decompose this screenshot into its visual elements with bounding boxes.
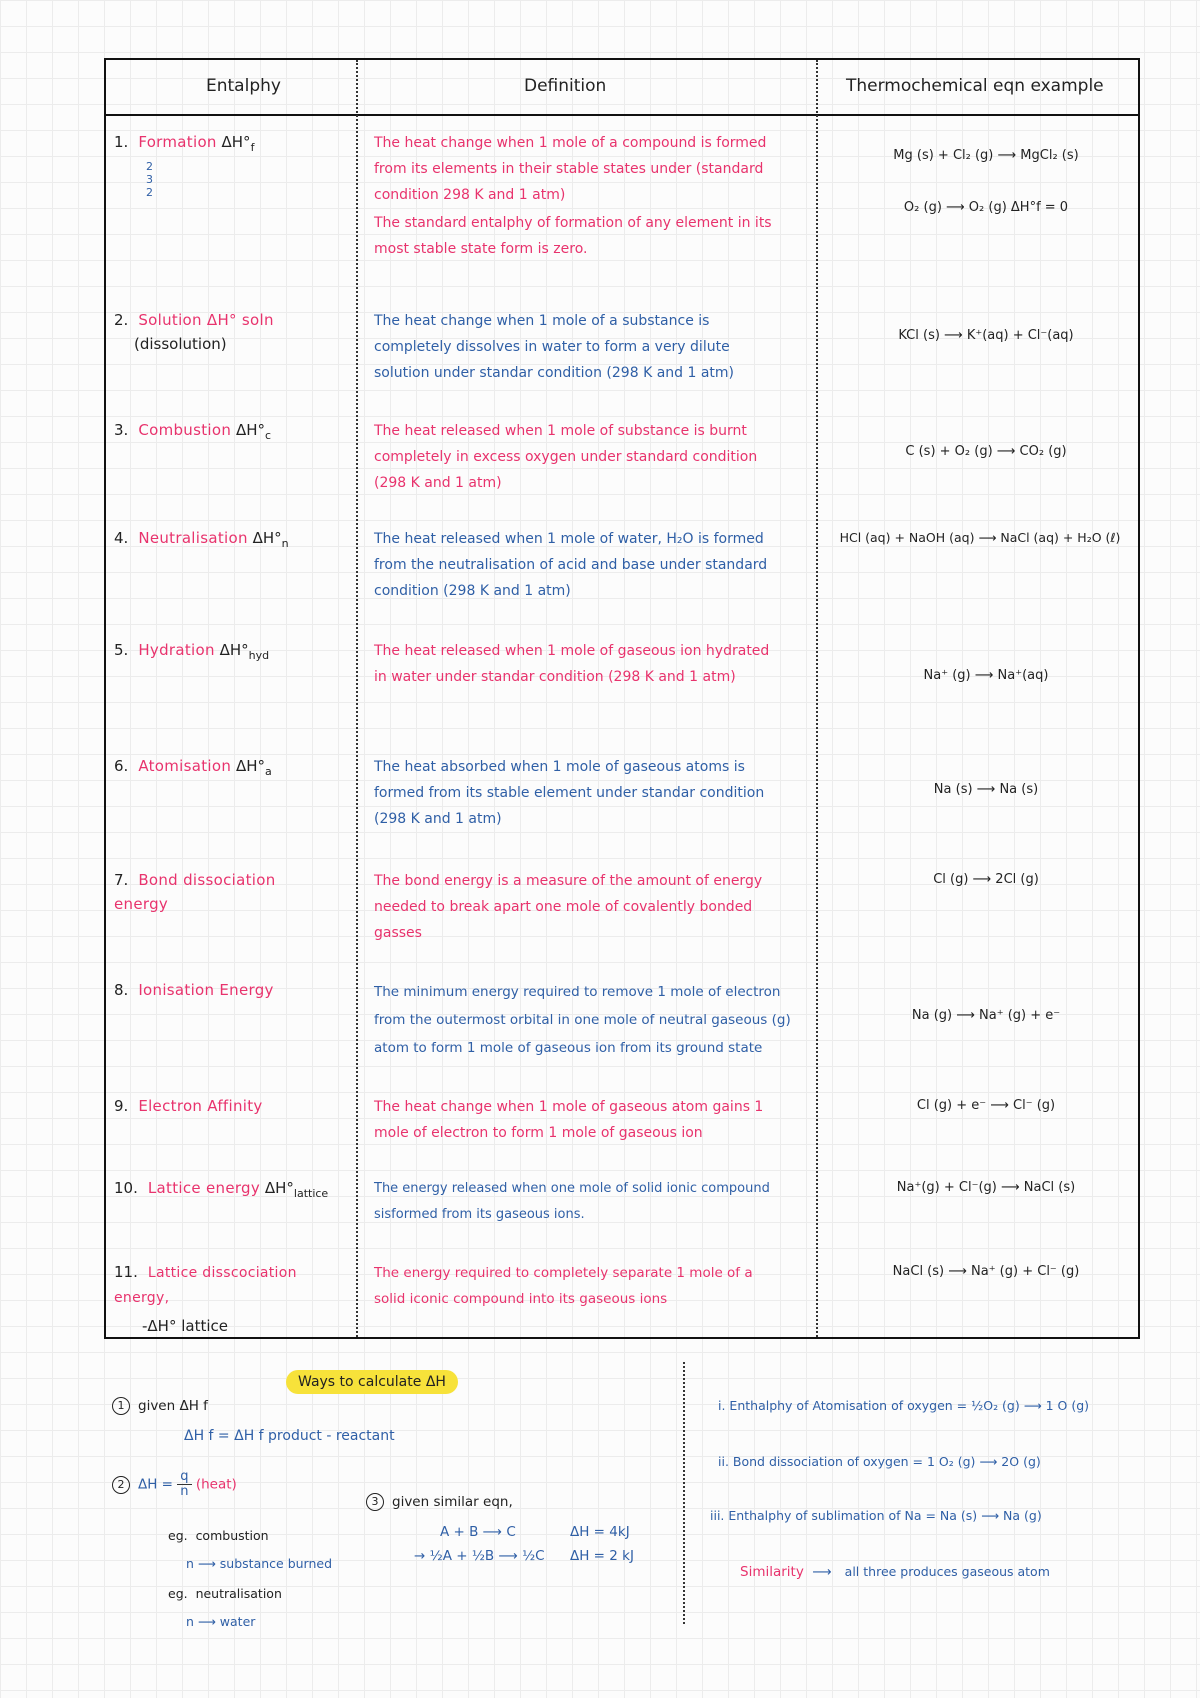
row-number: 8. (114, 981, 129, 999)
example-equation: KCl (s) ⟶ K⁺(aq) + Cl⁻(aq) (898, 328, 1074, 343)
row-number: 10. (114, 1179, 138, 1197)
header-entalphy: Entalphy (206, 76, 281, 96)
entalphy-name: Hydration (138, 641, 215, 659)
entalphy-subscript: hyd (248, 649, 270, 662)
definition-text: The heat released when 1 mole of water, H₂O is formed from the neutralisation of acid and base under standard condition (298 K and 1 atm) (374, 531, 768, 599)
definition-text: The minimum energy required to remove 1 mole of electron from the outermost orbital in one mole of neutral gaseous (g) atom to form 1 mole of gaseous ion from its ground state (374, 984, 791, 1056)
header-definition: Definition (524, 76, 607, 96)
definition-text: The heat change when 1 mole of a substance is completely dissolves in water to form a very dilute solution under standar condition (298 K and 1 atm) (374, 313, 735, 381)
method-3-dh: ΔH = 4kJ (570, 1524, 630, 1540)
entalphy-subscript: c (264, 429, 272, 442)
eg-label: eg. (168, 1528, 188, 1543)
entalphy-symbol: ΔH° (235, 421, 265, 439)
method-3-eq: A + B ⟶ C (440, 1524, 516, 1540)
table-header (106, 60, 1138, 116)
entalphy-symbol: ΔH° (264, 1179, 294, 1197)
method-number: 1 (112, 1397, 130, 1415)
similarity-item: ii. Bond dissociation of oxygen = 1 O₂ (g) ⟶ 2O (g) (718, 1454, 1041, 1469)
entalphy-name: Electron Affinity (138, 1097, 263, 1115)
entalphy-name: Solution ΔH° soln (138, 311, 274, 329)
method-3 (366, 1492, 513, 1512)
definition-text: The energy required to completely separate 1 mole of a solid iconic compound into its gaseous ions (374, 1265, 753, 1307)
similarity-label: Similarity (740, 1564, 804, 1580)
entalphy-alt: (dissolution) (134, 335, 227, 353)
row-number: 2. (114, 311, 129, 329)
definition-text: The heat absorbed when 1 mole of gaseous atoms is formed from its stable element under standar condition (298 K and 1 atm) (374, 759, 765, 827)
eg-text: neutralisation (195, 1586, 282, 1601)
entalphy-subscript: f (250, 141, 255, 154)
eg-n-text: n ⟶ substance burned (186, 1556, 333, 1571)
example-equation: Na (g) ⟶ Na⁺ (g) + e⁻ (911, 1008, 1061, 1023)
method-3-eq: → ½A + ½B ⟶ ½C (414, 1548, 545, 1564)
method-2 (112, 1470, 237, 1499)
column-divider (816, 60, 818, 1337)
example-equation: C (s) + O₂ (g) ⟶ CO₂ (g) (905, 444, 1067, 459)
similarity-item: i. Enthalphy of Atomisation of oxygen = ½O₂ (g) ⟶ 1 O (g) (718, 1398, 1090, 1413)
row-number: 1. (114, 133, 129, 151)
row-number: 4. (114, 529, 129, 547)
example-equation: Na (s) ⟶ Na (s) (933, 782, 1039, 797)
entalphy-name: Lattice disscociation energy, (114, 1265, 297, 1306)
method-number: 3 (366, 1493, 384, 1511)
definition-text: The energy released when one mole of solid ionic compound sisformed from its gaseous ions. (374, 1181, 770, 1222)
entalphy-subscript: n (281, 537, 289, 550)
definition-text: The heat change when 1 mole of a compound is formed from its elements in their stable states under (standard condition 298 K and 1 atm) (374, 135, 767, 203)
example-2 (168, 1584, 282, 1604)
example-equation: NaCl (s) ⟶ Na⁺ (g) + Cl⁻ (g) (892, 1264, 1080, 1279)
example-equation: O₂ (g) ⟶ O₂ (g) ΔH°f = 0 (903, 200, 1069, 215)
eg-text: combustion (195, 1528, 269, 1543)
method-3-dh: ΔH = 2 kJ (570, 1548, 634, 1564)
definition-text: The heat released when 1 mole of gaseous ion hydrated in water under standar condition (298 K and 1 atm) (374, 643, 770, 685)
entalphy-subscript: a (265, 765, 272, 778)
entalphy-symbol: ΔH° (219, 641, 249, 659)
row-number: 9. (114, 1097, 129, 1115)
header-example: Thermochemical eqn example (846, 76, 1104, 96)
example-equation: Na⁺(g) + Cl⁻(g) ⟶ NaCl (s) (896, 1180, 1076, 1195)
entalphy-name: Formation (138, 133, 217, 151)
example-equation: Cl (g) ⟶ 2Cl (g) (933, 872, 1039, 887)
enthalpy-table (104, 58, 1140, 1339)
ways-title-text: Ways to calculate ΔH (286, 1370, 458, 1394)
entalphy-symbol: ΔH° (221, 133, 251, 151)
method-1-formula: ΔH f = ΔH f product - reactant (184, 1428, 395, 1444)
definition-text: The heat released when 1 mole of substance is burnt completely in excess oxygen under standard condition (298 K and 1 atm) (374, 423, 758, 491)
eg-n-text: n ⟶ water (186, 1614, 256, 1629)
example-equation: Cl (g) + e⁻ ⟶ Cl⁻ (g) (916, 1098, 1056, 1113)
example-equation: Na⁺ (g) ⟶ Na⁺(aq) (923, 668, 1049, 683)
row-number: 6. (114, 757, 129, 775)
column-divider (356, 60, 358, 1337)
method-1 (112, 1396, 208, 1416)
row-number: 11. (114, 1263, 138, 1281)
entalphy-alt: -ΔH° lattice (142, 1317, 228, 1335)
example-1 (168, 1526, 269, 1546)
similarity-text: all three produces gaseous atom (844, 1564, 1050, 1579)
definition-text: The heat change when 1 mole of gaseous atom gains 1 mole of electron to form 1 mole of gaseous ion (374, 1099, 764, 1141)
method-text: given similar eqn, (392, 1494, 513, 1510)
bottom-divider (683, 1362, 685, 1624)
entalphy-symbol: ΔH° (252, 529, 282, 547)
row-number: 3. (114, 421, 129, 439)
method-2-lhs: ΔH = (138, 1476, 173, 1493)
definition-text: The standard entalphy of formation of any element in its most stable state form is zero. (374, 215, 772, 257)
entalphy-name: Combustion (138, 421, 232, 439)
row-number: 7. (114, 871, 129, 889)
entalphy-name: Lattice energy (147, 1179, 261, 1197)
side-note: 2 3 2 (146, 160, 153, 199)
ways-title (286, 1372, 458, 1392)
method-text: given ΔH f (138, 1398, 208, 1414)
entalphy-subscript: lattice (293, 1187, 329, 1200)
fraction-numerator: q (177, 1470, 191, 1485)
row-number: 5. (114, 641, 129, 659)
fraction (177, 1470, 191, 1499)
method-number: 2 (112, 1476, 130, 1494)
entalphy-symbol: ΔH° (235, 757, 266, 775)
fraction-denominator: n (180, 1484, 189, 1499)
example-equation: HCl (aq) + NaOH (aq) ⟶ NaCl (aq) + H₂O (ℓ) (839, 530, 1121, 545)
entalphy-name: Atomisation (138, 757, 232, 775)
entalphy-name: Neutralisation (138, 529, 248, 547)
eg-label: eg. (168, 1586, 188, 1601)
entalphy-name: Ionisation Energy (138, 981, 274, 999)
entalphy-name: Bond dissociation energy (114, 871, 276, 913)
definition-text: The bond energy is a measure of the amount of energy needed to break apart one mole of covalently bonded gasses (374, 873, 763, 941)
similarity-line (740, 1562, 1050, 1582)
arrow-icon: ⟶ (808, 1564, 841, 1580)
example-equation: Mg (s) + Cl₂ (g) ⟶ MgCl₂ (s) (893, 148, 1079, 163)
heat-label: (heat) (195, 1476, 237, 1493)
similarity-item: iii. Enthalphy of sublimation of Na = Na (s) ⟶ Na (g) (710, 1508, 1042, 1523)
